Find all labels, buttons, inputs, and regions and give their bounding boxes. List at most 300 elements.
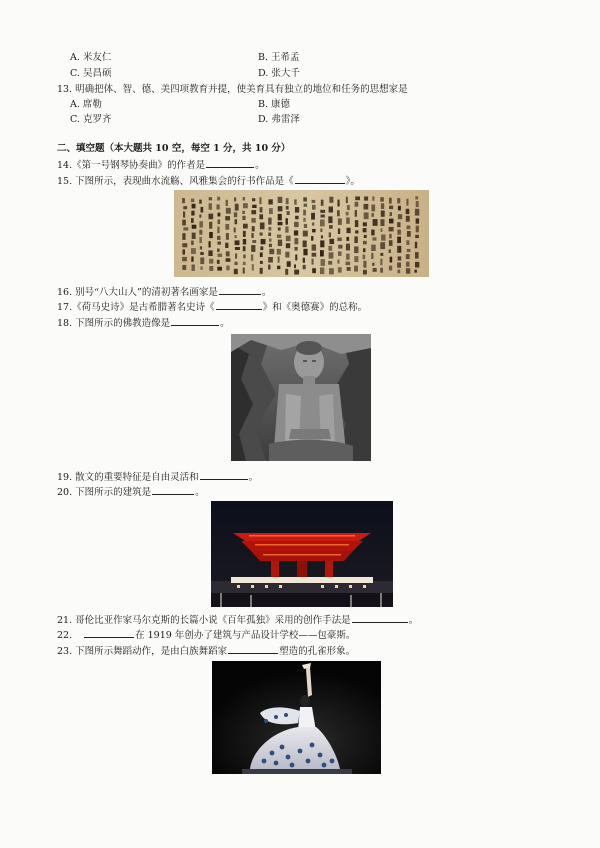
- q15-text: 15. 下图所示，表现曲水流觞、风雅集会的行书作品是《: [57, 176, 294, 187]
- q19-end: 。: [248, 472, 259, 483]
- calligraphy-stroke: [381, 235, 385, 241]
- calligraphy-stroke: [329, 268, 334, 274]
- calligraphy-stroke: [397, 198, 400, 203]
- calligraphy-stroke: [217, 227, 219, 234]
- calligraphy-stroke: [380, 268, 383, 273]
- calligraphy-stroke: [363, 222, 367, 226]
- calligraphy-stroke: [251, 254, 253, 260]
- calligraphy-stroke: [226, 258, 231, 262]
- calligraphy-stroke: [304, 224, 307, 228]
- calligraphy-stroke: [320, 240, 324, 247]
- calligraphy-stroke: [415, 196, 418, 199]
- calligraphy-stroke: [407, 249, 411, 252]
- calligraphy-stroke: [312, 229, 316, 233]
- q20: [57, 485, 205, 499]
- calligraphy-stroke: [243, 246, 246, 251]
- calligraphy-stroke: [260, 268, 263, 274]
- calligraphy-stroke: [397, 263, 401, 268]
- calligraphy-stroke: [320, 220, 325, 227]
- calligraphy-stroke: [200, 257, 204, 264]
- calligraphy-stroke: [338, 245, 342, 249]
- calligraphy-stroke: [260, 233, 263, 236]
- calligraphy-stroke: [251, 210, 256, 214]
- q21-answer-blank[interactable]: [352, 613, 408, 623]
- calligraphy-stroke: [321, 235, 323, 238]
- calligraphy-stroke: [278, 214, 282, 221]
- calligraphy-stroke: [200, 246, 202, 249]
- calligraphy-stroke: [269, 249, 274, 254]
- calligraphy-stroke: [259, 197, 261, 204]
- calligraphy-stroke: [354, 266, 358, 272]
- calligraphy-stroke: [287, 211, 290, 215]
- calligraphy-stroke: [303, 241, 307, 248]
- calligraphy-stroke: [372, 263, 374, 266]
- calligraphy-stroke: [354, 236, 357, 243]
- calligraphy-stroke: [303, 258, 305, 263]
- calligraphy-stroke: [312, 268, 316, 273]
- calligraphy-stroke: [363, 270, 367, 275]
- calligraphy-stroke: [242, 216, 245, 220]
- calligraphy-stroke: [294, 238, 298, 244]
- calligraphy-stroke: [225, 216, 230, 220]
- calligraphy-stroke: [312, 253, 317, 257]
- calligraphy-stroke: [389, 240, 393, 246]
- calligraphy-stroke: [338, 267, 342, 272]
- calligraphy-stroke: [294, 230, 298, 235]
- calligraphy-stroke: [201, 267, 203, 270]
- calligraphy-stroke: [346, 237, 349, 241]
- calligraphy-stroke: [338, 251, 342, 256]
- calligraphy-stroke: [261, 239, 266, 244]
- calligraphy-stroke: [311, 213, 315, 220]
- buddha-image: [231, 334, 371, 461]
- calligraphy-stroke: [389, 206, 393, 210]
- calligraphy-stroke: [200, 252, 203, 255]
- q22-number: 22.: [57, 630, 73, 641]
- calligraphy-stroke: [234, 269, 238, 274]
- calligraphy-stroke: [372, 237, 376, 240]
- calligraphy-stroke: [415, 209, 419, 216]
- calligraphy-stroke: [183, 206, 187, 209]
- calligraphy-stroke: [217, 204, 220, 209]
- calligraphy-stroke: [251, 218, 255, 223]
- q22-answer-blank[interactable]: [84, 628, 134, 638]
- calligraphy-stroke: [217, 267, 222, 271]
- q17: [57, 300, 367, 314]
- calligraphy-stroke: [243, 255, 245, 259]
- calligraphy-stroke: [183, 249, 186, 254]
- q17-text: 17.《荷马史诗》是古希腊著名史诗《: [57, 302, 215, 313]
- q14-text: 14.《第一号钢琴协奏曲》的作者是: [57, 160, 206, 171]
- calligraphy-stroke: [251, 233, 253, 238]
- calligraphy-stroke: [328, 246, 332, 251]
- section-2-title: 二、填空题（本大题共 10 空，每空 1 分，共 10 分）: [57, 143, 291, 154]
- calligraphy-stroke: [191, 218, 194, 223]
- q18-end: 。: [220, 318, 230, 329]
- calligraphy-stroke: [406, 216, 410, 222]
- calligraphy-stroke: [225, 243, 228, 248]
- calligraphy-stroke: [303, 249, 307, 256]
- calligraphy-stroke: [371, 230, 374, 236]
- q12-option-b: B. 王希孟: [258, 52, 300, 63]
- calligraphy-stroke: [277, 235, 281, 238]
- calligraphy-stroke: [209, 232, 213, 238]
- calligraphy-stroke: [259, 214, 263, 219]
- calligraphy-stroke: [346, 262, 351, 266]
- calligraphy-stroke: [285, 226, 288, 232]
- calligraphy-stroke: [209, 266, 213, 271]
- calligraphy-stroke: [217, 236, 221, 240]
- calligraphy-stroke: [235, 240, 240, 245]
- calligraphy-stroke: [199, 230, 202, 235]
- calligraphy-stroke: [218, 254, 223, 258]
- calligraphy-stroke: [406, 240, 409, 245]
- q21-end: 。: [408, 615, 419, 626]
- calligraphy-stroke: [328, 261, 332, 265]
- calligraphy-stroke: [295, 247, 298, 251]
- calligraphy-stroke: [371, 205, 375, 212]
- q13-option-c: C. 克罗齐: [70, 114, 112, 125]
- calligraphy-stroke: [329, 232, 331, 237]
- calligraphy-stroke: [235, 235, 237, 238]
- calligraphy-stroke: [329, 225, 333, 229]
- calligraphy-stroke: [268, 257, 273, 263]
- red-pavilion-icon: [211, 501, 393, 607]
- calligraphy-stroke: [209, 259, 213, 264]
- calligraphy-stroke: [312, 259, 314, 265]
- calligraphy-stroke: [415, 262, 419, 268]
- q16-end: 。: [261, 287, 272, 298]
- calligraphy-image: [174, 190, 429, 277]
- calligraphy-stroke: [243, 197, 245, 201]
- calligraphy-stroke: [373, 219, 378, 226]
- q12-option-d: D. 张大千: [258, 68, 300, 79]
- q13-option-b: B. 康德: [258, 99, 291, 110]
- q19-answer-blank[interactable]: [200, 470, 248, 480]
- calligraphy-stroke: [252, 240, 256, 243]
- q20-answer-blank[interactable]: [152, 485, 194, 495]
- calligraphy-stroke: [320, 228, 322, 232]
- q23-answer-blank[interactable]: [228, 644, 278, 654]
- q19-text: 19. 散文的重要特征是自由灵活和: [57, 472, 199, 483]
- calligraphy-stroke: [407, 226, 411, 230]
- calligraphy-stroke: [371, 253, 373, 259]
- calligraphy-stroke: [303, 210, 306, 216]
- calligraphy-stroke: [320, 267, 324, 274]
- calligraphy-stroke: [338, 260, 340, 264]
- q13-option-d: D. 弗雷泽: [258, 114, 300, 125]
- calligraphy-stroke: [234, 197, 236, 201]
- q18: [57, 316, 230, 330]
- calligraphy-stroke: [278, 222, 283, 225]
- calligraphy-stroke: [278, 240, 282, 246]
- calligraphy-stroke: [312, 200, 316, 203]
- calligraphy-stroke: [380, 253, 383, 256]
- q14-answer-blank[interactable]: [206, 158, 254, 168]
- calligraphy-stroke: [355, 197, 360, 201]
- calligraphy-stroke: [286, 243, 290, 248]
- calligraphy-stroke: [354, 246, 358, 253]
- calligraphy-stroke: [278, 197, 283, 203]
- calligraphy-stroke: [415, 252, 419, 259]
- q14-end: 。: [255, 160, 265, 171]
- calligraphy-stroke: [415, 235, 419, 238]
- calligraphy-stroke: [218, 220, 221, 225]
- calligraphy-stroke: [260, 252, 263, 257]
- calligraphy-stroke: [192, 264, 195, 271]
- calligraphy-stroke: [321, 259, 326, 266]
- calligraphy-stroke: [355, 210, 357, 217]
- calligraphy-stroke: [278, 206, 283, 211]
- calligraphy-stroke: [182, 233, 185, 240]
- calligraphy-stroke: [381, 228, 383, 232]
- calligraphy-stroke: [371, 245, 376, 251]
- calligraphy-stroke: [199, 237, 202, 243]
- calligraphy-stroke: [363, 228, 367, 232]
- calligraphy-stroke: [416, 226, 419, 233]
- calligraphy-stroke: [364, 197, 368, 201]
- calligraphy-stroke: [235, 247, 240, 250]
- calligraphy-stroke: [234, 212, 237, 217]
- q12-option-a: A. 米友仁: [70, 52, 112, 63]
- calligraphy-stroke: [390, 257, 393, 263]
- calligraphy-stroke: [226, 266, 229, 271]
- q19: [57, 470, 258, 484]
- calligraphy-stroke: [390, 212, 392, 216]
- calligraphy-stroke: [218, 213, 221, 217]
- calligraphy-stroke: [380, 197, 384, 201]
- calligraphy-stroke: [268, 218, 271, 225]
- calligraphy-stroke: [406, 209, 410, 214]
- calligraphy-stroke: [191, 248, 196, 254]
- calligraphy-stroke: [338, 218, 342, 225]
- calligraphy-stroke: [320, 210, 325, 213]
- calligraphy-stroke: [191, 241, 194, 245]
- calligraphy-stroke: [380, 242, 385, 249]
- q17-answer-blank[interactable]: [216, 300, 262, 310]
- calligraphy-stroke: [260, 261, 263, 264]
- calligraphy-stroke: [389, 219, 394, 224]
- calligraphy-stroke: [398, 206, 401, 211]
- calligraphy-stroke: [397, 230, 401, 235]
- calligraphy-stroke: [414, 270, 417, 273]
- calligraphy-stroke: [406, 268, 410, 274]
- calligraphy-stroke: [415, 242, 417, 249]
- calligraphy-stroke: [329, 207, 333, 213]
- pavilion-image: [211, 501, 393, 607]
- calligraphy-stroke: [397, 237, 401, 244]
- q20-end: 。: [195, 487, 205, 498]
- calligraphy-stroke: [277, 266, 280, 270]
- calligraphy-stroke: [285, 269, 288, 275]
- q18-answer-blank[interactable]: [171, 316, 219, 326]
- calligraphy-stroke: [363, 261, 366, 268]
- calligraphy-stroke: [243, 203, 248, 208]
- calligraphy-stroke: [226, 233, 229, 240]
- calligraphy-stroke: [295, 216, 299, 220]
- q12-option-c: C. 吴昌硕: [70, 68, 112, 79]
- calligraphy-stroke: [286, 198, 289, 204]
- calligraphy-stroke: [243, 224, 248, 229]
- calligraphy-stroke: [243, 239, 246, 245]
- calligraphy-stroke: [191, 211, 194, 216]
- calligraphy-stroke: [199, 215, 201, 218]
- calligraphy-stroke: [347, 267, 351, 271]
- calligraphy-stroke: [389, 266, 392, 271]
- calligraphy-stroke: [416, 218, 420, 223]
- calligraphy-stroke: [398, 214, 402, 219]
- calligraphy-stroke: [192, 225, 197, 229]
- calligraphy-stroke: [287, 261, 291, 267]
- calligraphy-stroke: [303, 231, 308, 237]
- calligraphy-stroke: [209, 203, 212, 210]
- q16-text: 16. 别号“八大山人”的清初著名画家是: [57, 287, 218, 298]
- q15-answer-blank[interactable]: [295, 174, 345, 184]
- calligraphy-scroll-icon: [174, 190, 429, 277]
- calligraphy-stroke: [268, 233, 271, 237]
- calligraphy-stroke: [268, 265, 270, 270]
- calligraphy-stroke: [303, 265, 306, 269]
- calligraphy-stroke: [208, 250, 212, 256]
- calligraphy-stroke: [182, 257, 187, 261]
- calligraphy-stroke: [251, 245, 255, 252]
- calligraphy-stroke: [363, 241, 367, 245]
- calligraphy-stroke: [269, 227, 272, 231]
- calligraphy-stroke: [217, 260, 220, 264]
- calligraphy-stroke: [226, 200, 228, 206]
- calligraphy-stroke: [363, 248, 366, 252]
- calligraphy-stroke: [380, 219, 384, 226]
- calligraphy-stroke: [320, 250, 324, 256]
- q22-text: 在 1919 年创办了建筑与产品设计学校——包豪斯。: [135, 630, 356, 641]
- calligraphy-stroke: [295, 207, 299, 213]
- calligraphy-stroke: [355, 230, 358, 233]
- calligraphy-stroke: [363, 255, 366, 260]
- calligraphy-stroke: [303, 218, 305, 222]
- calligraphy-stroke: [321, 215, 325, 218]
- calligraphy-stroke: [329, 239, 334, 244]
- calligraphy-stroke: [260, 207, 263, 212]
- calligraphy-stroke: [346, 197, 348, 203]
- q22: [57, 628, 355, 642]
- calligraphy-stroke: [347, 228, 351, 233]
- calligraphy-stroke: [277, 249, 281, 255]
- calligraphy-stroke: [355, 220, 358, 227]
- calligraphy-stroke: [389, 234, 391, 239]
- calligraphy-stroke: [269, 238, 272, 241]
- calligraphy-stroke: [346, 244, 350, 251]
- calligraphy-stroke: [209, 214, 214, 220]
- calligraphy-stroke: [416, 201, 419, 207]
- calligraphy-stroke: [312, 223, 314, 226]
- calligraphy-stroke: [209, 222, 212, 229]
- calligraphy-stroke: [372, 196, 374, 200]
- q16: [57, 285, 271, 299]
- calligraphy-stroke: [328, 216, 332, 223]
- calligraphy-stroke: [268, 199, 272, 204]
- calligraphy-stroke: [406, 254, 410, 259]
- calligraphy-stroke: [380, 259, 382, 266]
- calligraphy-stroke: [199, 221, 203, 227]
- calligraphy-stroke: [337, 238, 341, 242]
- calligraphy-stroke: [226, 208, 231, 214]
- calligraphy-stroke: [312, 244, 316, 250]
- calligraphy-stroke: [285, 252, 289, 258]
- calligraphy-stroke: [183, 227, 188, 230]
- calligraphy-stroke: [354, 256, 358, 262]
- q20-text: 20. 下图所示的建筑是: [57, 487, 152, 498]
- calligraphy-stroke: [406, 199, 408, 206]
- calligraphy-stroke: [364, 235, 367, 238]
- calligraphy-stroke: [329, 252, 334, 258]
- calligraphy-stroke: [191, 257, 193, 262]
- calligraphy-stroke: [209, 197, 212, 200]
- calligraphy-stroke: [260, 246, 263, 250]
- calligraphy-stroke: [199, 200, 202, 204]
- calligraphy-stroke: [364, 204, 369, 210]
- calligraphy-stroke: [182, 243, 187, 247]
- calligraphy-stroke: [364, 212, 369, 219]
- q16-answer-blank[interactable]: [219, 285, 261, 295]
- calligraphy-stroke: [346, 217, 350, 223]
- calligraphy-stroke: [234, 228, 236, 233]
- calligraphy-stroke: [209, 241, 211, 247]
- calligraphy-stroke: [397, 246, 401, 253]
- calligraphy-stroke: [381, 203, 384, 209]
- calligraphy-stroke: [407, 231, 411, 237]
- calligraphy-stroke: [389, 249, 391, 253]
- q21: [57, 613, 418, 627]
- calligraphy-stroke: [218, 242, 221, 245]
- calligraphy-stroke: [243, 268, 245, 274]
- calligraphy-stroke: [355, 202, 359, 207]
- calligraphy-stroke: [182, 220, 186, 226]
- calligraphy-stroke: [252, 264, 254, 271]
- q23-text: 23. 下图所示舞蹈动作，是由白族舞蹈家: [57, 646, 228, 657]
- peacock-dancer-icon: [212, 661, 381, 774]
- calligraphy-stroke: [294, 199, 297, 204]
- q15-end: 》。: [345, 176, 360, 187]
- calligraphy-stroke: [286, 236, 291, 242]
- calligraphy-stroke: [278, 227, 281, 230]
- calligraphy-stroke: [217, 249, 220, 252]
- calligraphy-stroke: [338, 200, 340, 207]
- calligraphy-stroke: [371, 213, 374, 217]
- q13-option-a: A. 席勒: [70, 99, 102, 110]
- calligraphy-stroke: [269, 244, 272, 247]
- calligraphy-stroke: [337, 210, 340, 216]
- calligraphy-stroke: [373, 268, 377, 272]
- calligraphy-stroke: [278, 256, 280, 262]
- calligraphy-stroke: [260, 223, 265, 230]
- calligraphy-stroke: [269, 208, 273, 214]
- calligraphy-stroke: [295, 255, 297, 261]
- calligraphy-stroke: [243, 262, 246, 265]
- calligraphy-stroke: [286, 206, 289, 210]
- calligraphy-stroke: [312, 205, 316, 210]
- calligraphy-stroke: [201, 207, 204, 213]
- q15: [57, 174, 360, 188]
- calligraphy-stroke: [294, 270, 299, 275]
- calligraphy-stroke: [347, 205, 350, 210]
- q23: [57, 644, 355, 658]
- calligraphy-stroke: [294, 264, 296, 268]
- calligraphy-stroke: [329, 197, 333, 203]
- calligraphy-stroke: [182, 198, 185, 203]
- calligraphy-stroke: [398, 256, 402, 260]
- q17-end: 》和《奥德赛》的总称。: [262, 302, 368, 313]
- calligraphy-stroke: [311, 236, 313, 241]
